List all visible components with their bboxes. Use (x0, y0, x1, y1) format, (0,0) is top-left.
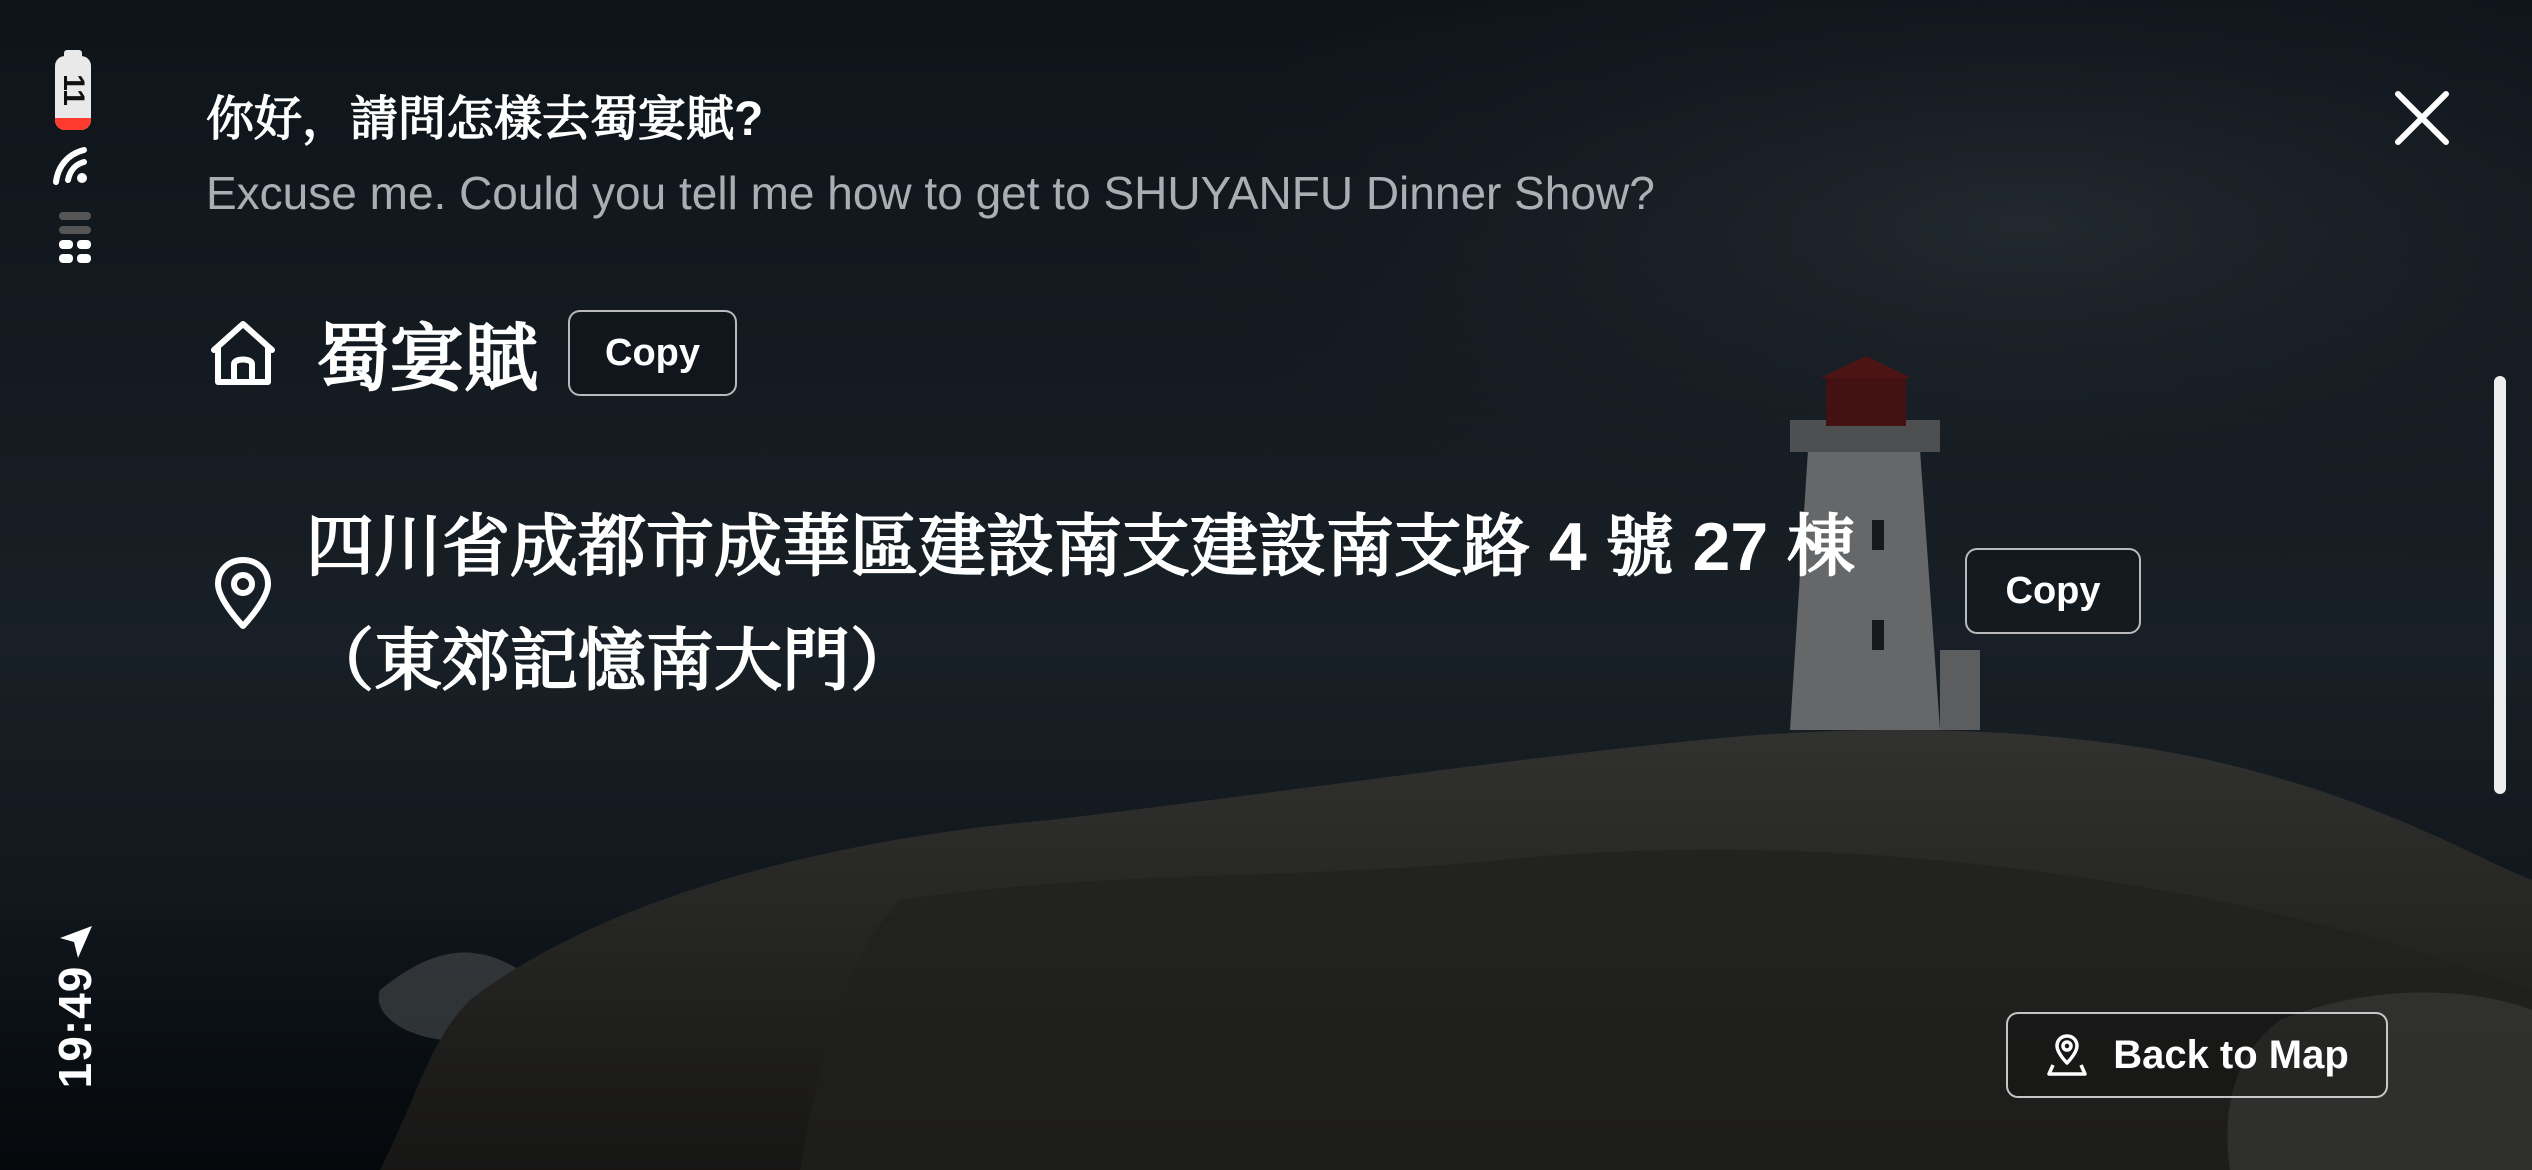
map-pin-person-icon (2045, 1033, 2089, 1077)
copy-address-button[interactable]: Copy (1965, 548, 2141, 634)
back-to-map-label: Back to Map (2113, 1032, 2349, 1077)
close-icon[interactable] (2388, 84, 2456, 152)
cellular-signal-icon (55, 210, 95, 266)
address-text: 四川省成都市成華區建設南支建設南支路 4 號 27 棟（東郊記憶南大門） (306, 509, 1856, 699)
wifi-icon (50, 144, 98, 192)
place-row (206, 308, 737, 398)
back-to-map-button[interactable] (2006, 1012, 2388, 1098)
copy-place-name-button[interactable]: Copy (568, 310, 737, 396)
status-bar (0, 0, 150, 1170)
battery-low-indicator (55, 118, 91, 130)
building-icon (206, 316, 280, 390)
question-english: Excuse me. Could you tell me how to get to SHUYANFU Dinner Show? (206, 167, 1655, 219)
battery-level: 11 (57, 74, 90, 106)
battery-icon (55, 56, 91, 130)
location-arrow-icon (56, 922, 96, 962)
location-pin-icon (212, 556, 274, 630)
place-name: 蜀宴賦 (316, 317, 538, 400)
question-chinese: 你好，請問怎樣去蜀宴賦? (206, 93, 764, 146)
status-time: 19:49 (49, 965, 101, 1089)
scroll-indicator[interactable] (2494, 376, 2506, 794)
